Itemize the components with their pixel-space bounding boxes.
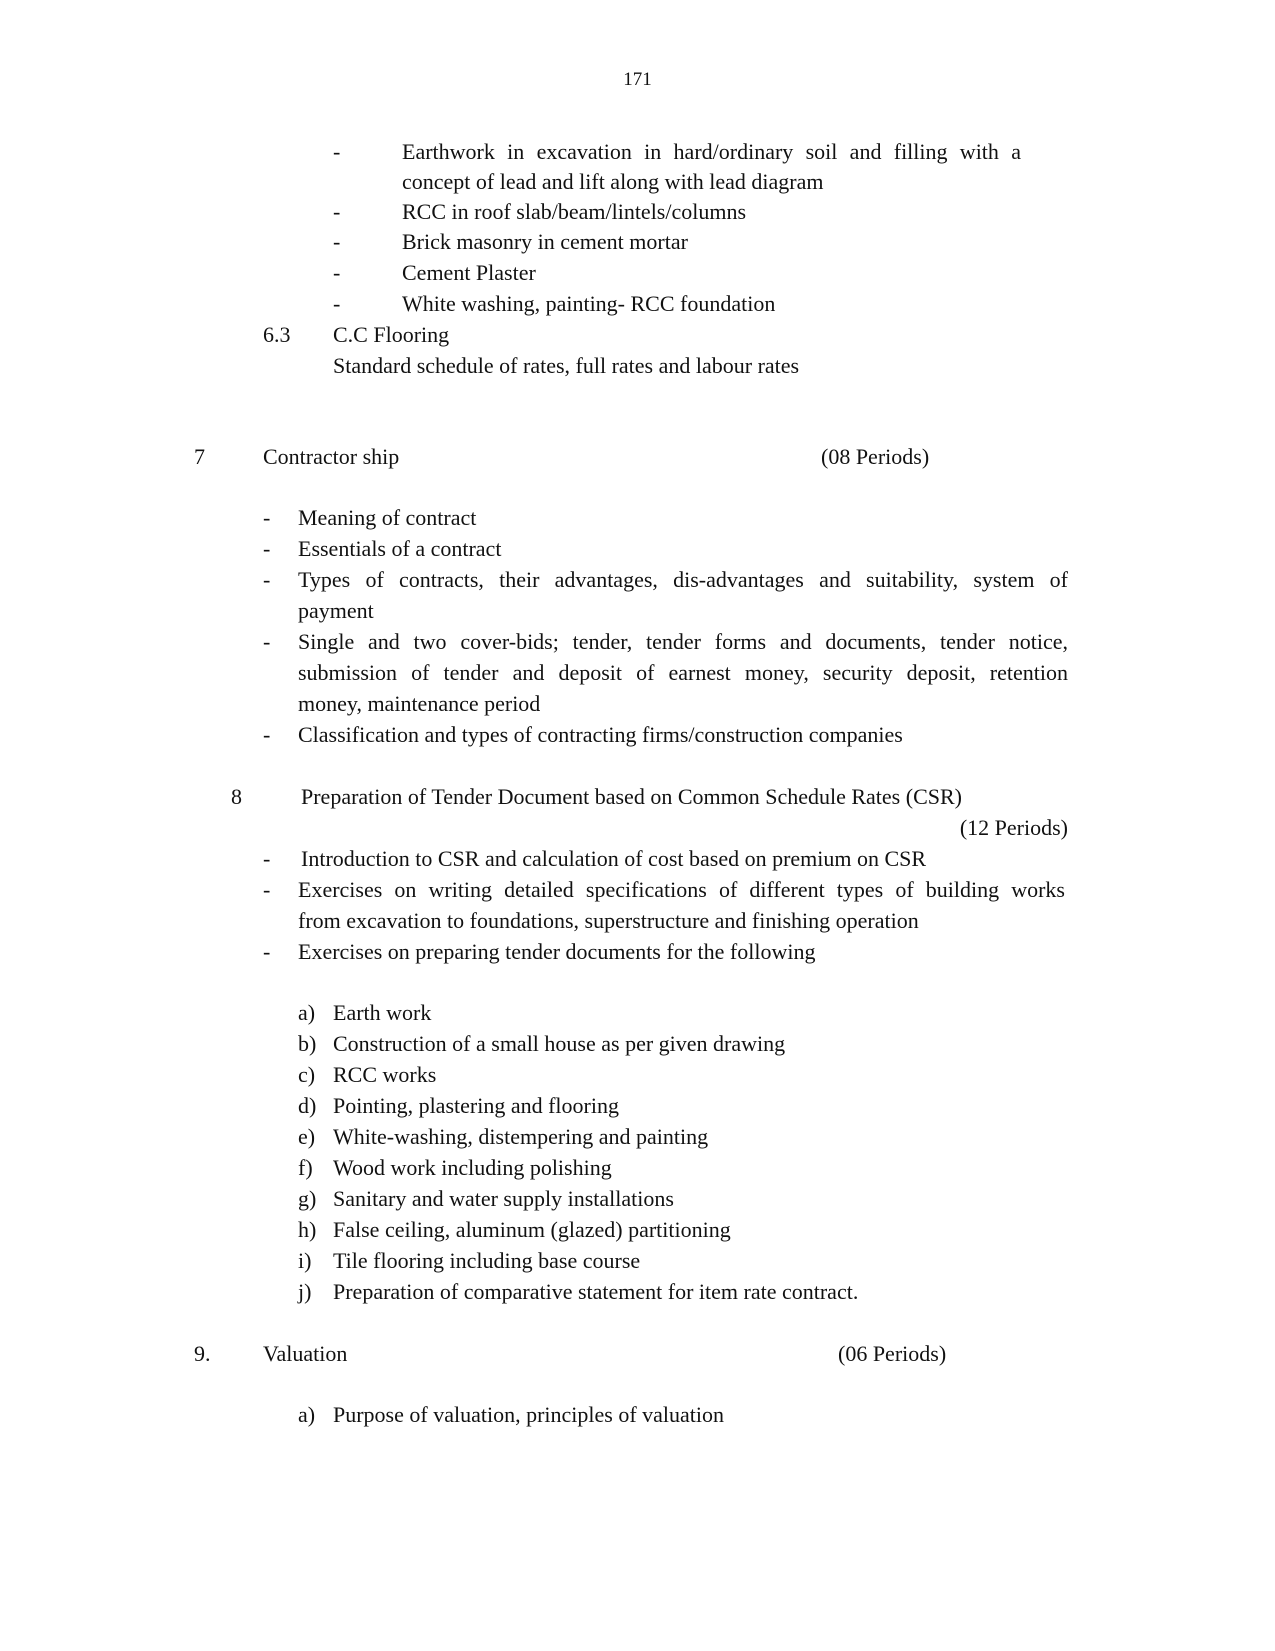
section-number: 8 (231, 784, 242, 809)
list-item-text: Meaning of contract (298, 505, 477, 530)
list-dash: - (263, 846, 271, 871)
list-item-text: Earthwork in excavation in hard/ordinary soil and filling with a (402, 139, 1021, 164)
list-item-text: Preparation of comparative statement for item rate contract. (333, 1279, 859, 1304)
list-item-text: Classification and types of contracting firms/construction companies (298, 722, 903, 747)
section-number: 9. (194, 1341, 211, 1366)
list-item-text: submission of tender and deposit of earnest money, security deposit, retention (298, 660, 1068, 685)
list-dash: - (333, 199, 341, 224)
list-dash: - (263, 536, 271, 561)
list-item-text: Brick masonry in cement mortar (402, 229, 688, 254)
list-item-text: White washing, painting- RCC foundation (402, 291, 776, 316)
list-dash: - (333, 291, 341, 316)
list-item-text: concept of lead and lift along with lead diagram (402, 169, 824, 194)
list-item-label: d) (298, 1093, 317, 1118)
list-item-text: from excavation to foundations, superstructure and finishing operation (298, 908, 919, 933)
list-dash: - (333, 260, 341, 285)
list-item-label: f) (298, 1155, 313, 1180)
section-title: Contractor ship (263, 444, 400, 469)
section-title: Preparation of Tender Document based on Common Schedule Rates (CSR) (301, 784, 962, 809)
section-periods: (06 Periods) (838, 1341, 947, 1366)
list-item-label: h) (298, 1217, 317, 1242)
list-dash: - (263, 567, 271, 592)
list-item-label: c) (298, 1062, 316, 1087)
list-item-text: RCC works (333, 1062, 437, 1087)
list-item-text: False ceiling, aluminum (glazed) partitioning (333, 1217, 731, 1242)
list-item-text: money, maintenance period (298, 691, 541, 716)
list-item-text: Construction of a small house as per given drawing (333, 1031, 786, 1056)
list-item-text: Introduction to CSR and calculation of cost based on premium on CSR (301, 846, 927, 871)
list-dash: - (263, 722, 271, 747)
list-item-text: Single and two cover-bids; tender, tender forms and documents, tender notice, (298, 629, 1068, 654)
list-item-text: Pointing, plastering and flooring (333, 1093, 619, 1118)
list-item-label: a) (298, 1402, 316, 1427)
list-item-label: e) (298, 1124, 316, 1149)
list-item-text: Types of contracts, their advantages, dis-advantages and suitability, system of (298, 567, 1068, 592)
section-periods: (12 Periods) (959, 815, 1068, 840)
list-item-text: RCC in roof slab/beam/lintels/columns (402, 199, 747, 224)
section-number: 7 (194, 444, 205, 469)
list-item-text: payment (298, 598, 374, 623)
list-item-text: Wood work including polishing (333, 1155, 612, 1180)
list-dash: - (263, 629, 271, 654)
list-item-text: Sanitary and water supply installations (333, 1186, 674, 1211)
list-item-text: Tile flooring including base course (333, 1248, 641, 1273)
section-title: Valuation (263, 1341, 348, 1366)
list-item-text: Purpose of valuation, principles of valuation (333, 1402, 725, 1427)
subsection-text: Standard schedule of rates, full rates and labour rates (333, 353, 800, 378)
list-dash: - (263, 939, 271, 964)
subsection-number: 6.3 (263, 322, 291, 347)
list-item-text: Earth work (333, 1000, 432, 1025)
list-dash: - (333, 229, 341, 254)
list-item-label: j) (298, 1279, 312, 1304)
list-item-label: a) (298, 1000, 316, 1025)
list-item-label: g) (298, 1186, 317, 1211)
list-item-text: Exercises on writing detailed specifications of different types of building works (298, 877, 1065, 902)
list-item-text: Exercises on preparing tender documents for the following (298, 939, 816, 964)
list-dash: - (333, 139, 341, 164)
subsection-title: C.C Flooring (333, 322, 450, 347)
list-item-text: White-washing, distempering and painting (333, 1124, 709, 1149)
list-item-label: i) (298, 1248, 312, 1273)
list-item-label: b) (298, 1031, 317, 1056)
list-dash: - (263, 505, 271, 530)
list-dash: - (263, 877, 271, 902)
list-item-text: Cement Plaster (402, 260, 536, 285)
page-number: 171 (623, 69, 652, 90)
section-periods: (08 Periods) (821, 444, 930, 469)
list-item-text: Essentials of a contract (298, 536, 502, 561)
